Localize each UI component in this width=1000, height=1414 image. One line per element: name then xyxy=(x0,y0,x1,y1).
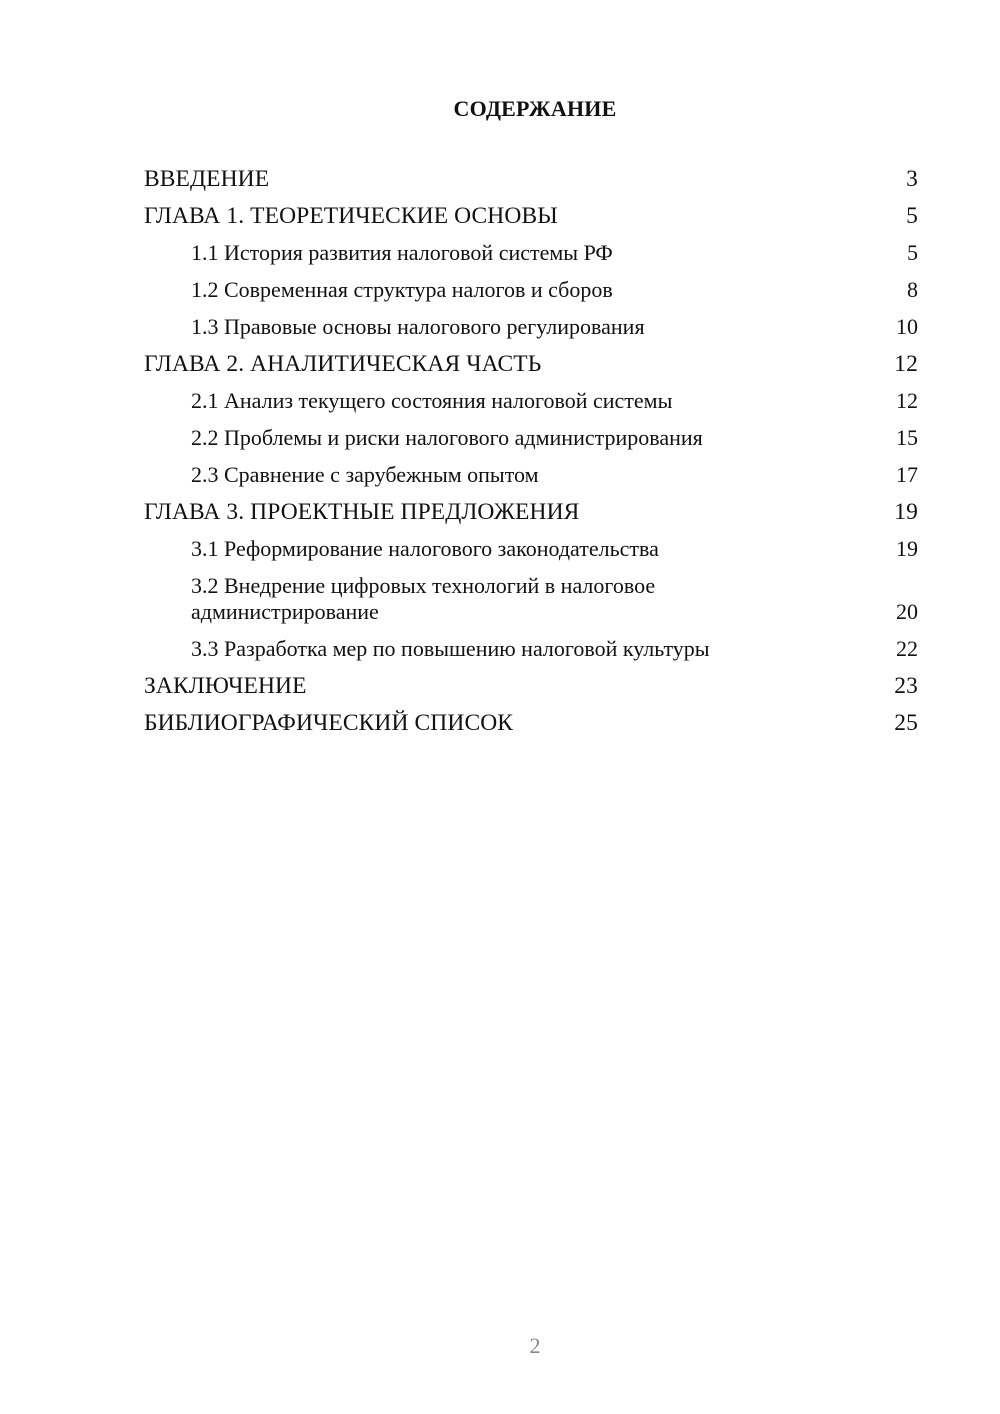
toc-entry-chapter-2[interactable] xyxy=(144,351,918,377)
toc-entry-section-1-1[interactable] xyxy=(144,240,918,266)
toc-entry-label: ГЛАВА 2. АНАЛИТИЧЕСКАЯ ЧАСТЬ xyxy=(144,351,542,377)
toc-entry-page: 5 xyxy=(906,203,918,229)
toc-entry-conclusion[interactable] xyxy=(144,673,918,699)
toc-entry-page: 19 xyxy=(896,536,918,561)
toc-entry-label: 2.2 Проблемы и риски налогового администрирования xyxy=(191,425,703,450)
toc-entry-label: ГЛАВА 1. ТЕОРЕТИЧЕСКИЕ ОСНОВЫ xyxy=(144,203,558,229)
toc-entry-section-3-2[interactable] xyxy=(144,573,918,625)
toc-entry-page: 23 xyxy=(894,673,918,699)
toc-entry-label: 3.2 Внедрение цифровых технологий в налоговое администрирование xyxy=(191,573,656,624)
toc-entry-label: ЗАКЛЮЧЕНИЕ xyxy=(144,673,307,699)
toc-entry-page: 10 xyxy=(896,314,918,339)
toc-entry-section-2-3[interactable] xyxy=(144,462,918,488)
toc-entry-page: 12 xyxy=(896,388,918,413)
toc-entry-section-2-2[interactable] xyxy=(144,425,918,451)
toc-entry-section-3-1[interactable] xyxy=(144,536,918,562)
toc-entry-label: ВВЕДЕНИЕ xyxy=(144,166,270,192)
toc-entry-chapter-3[interactable] xyxy=(144,499,918,525)
toc-entry-label: 3.3 Разработка мер по повышению налоговой культуры xyxy=(191,636,710,661)
toc-entry-page: 20 xyxy=(896,599,918,624)
toc-entry-page: 3 xyxy=(906,166,918,192)
toc-entry-label: 3.1 Реформирование налогового законодательства xyxy=(191,536,659,561)
toc-entry-introduction[interactable] xyxy=(144,166,918,192)
toc-entry-page: 17 xyxy=(896,462,918,487)
page-number: 2 xyxy=(529,1333,541,1358)
page-title: СОДЕРЖАНИЕ xyxy=(453,96,617,121)
toc-entry-page: 19 xyxy=(894,499,918,525)
toc-entry-label: 2.1 Анализ текущего состояния налоговой системы xyxy=(191,388,673,413)
toc-entry-page: 15 xyxy=(896,425,918,450)
toc-entry-page: 25 xyxy=(894,710,918,736)
toc-entry-section-1-3[interactable] xyxy=(144,314,918,340)
toc-entry-section-2-1[interactable] xyxy=(144,388,918,414)
toc-entry-label: БИБЛИОГРАФИЧЕСКИЙ СПИСОК xyxy=(144,710,514,736)
toc-entry-label: ГЛАВА 3. ПРОЕКТНЫЕ ПРЕДЛОЖЕНИЯ xyxy=(144,499,580,525)
toc-entry-page: 22 xyxy=(896,636,918,661)
toc-entry-label: 1.1 История развития налоговой системы РФ xyxy=(191,240,613,265)
toc-entry-section-3-3[interactable] xyxy=(144,636,918,662)
toc-entry-label: 1.2 Современная структура налогов и сборов xyxy=(191,277,613,302)
toc-entry-page: 8 xyxy=(907,277,918,302)
toc-entry-chapter-1[interactable] xyxy=(144,203,918,229)
toc-entry-bibliography[interactable] xyxy=(144,710,918,736)
toc-entry-page: 12 xyxy=(894,351,918,377)
toc-entry-label: 1.3 Правовые основы налогового регулирования xyxy=(191,314,645,339)
toc-entry-page: 5 xyxy=(907,240,918,265)
table-of-contents xyxy=(144,166,918,747)
toc-entry-label: 2.3 Сравнение с зарубежным опытом xyxy=(191,462,539,487)
toc-entry-section-1-2[interactable] xyxy=(144,277,918,303)
